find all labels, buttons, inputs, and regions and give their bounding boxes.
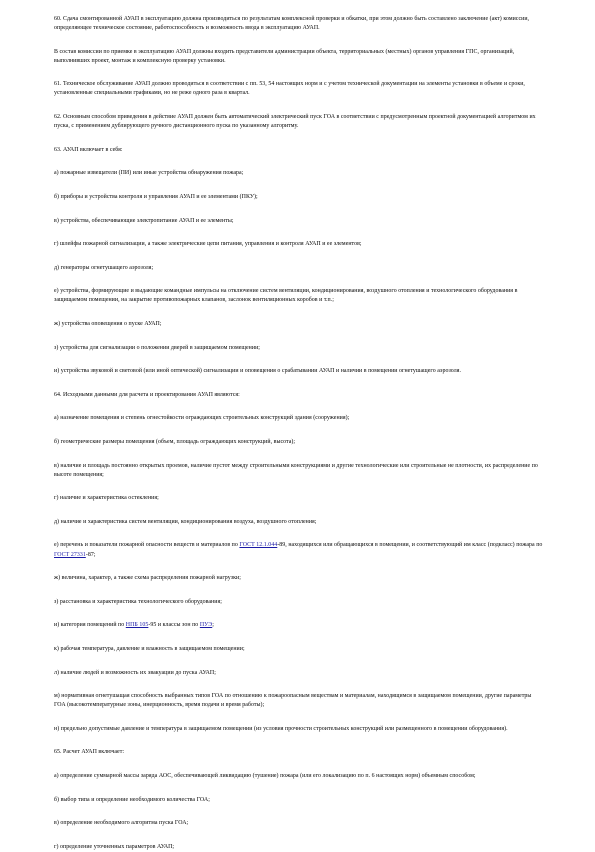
paragraph-text: е) устройства, формирующие и выдающие командные импульсы на отключение систем вентиляции, кондиционирования, воздушного отопления и технологического оборудования в защищаемом помещении, на закрытие противопожарных клапанов, заслонок вентиляционных коробов и т.п.; xyxy=(54,288,518,304)
paragraph-32 xyxy=(54,843,543,852)
paragraph-text: л) наличие людей и возможность их эвакуации до пуска АУАП; xyxy=(54,669,216,676)
paragraph-6 xyxy=(54,193,543,202)
paragraph-29 xyxy=(54,772,543,781)
paragraph-text: в) устройства, обеспечивающие электропитание АУАП и ее элементы; xyxy=(54,217,234,224)
paragraph-16 xyxy=(54,438,543,447)
paragraph-text: а) определение суммарной массы заряда АОС, обеспечивающей ликвидацию (тушение) пожара (или его локализацию по п. 6 настоящих норм) объемным способом; xyxy=(54,772,476,779)
paragraph-text: з) расстановка и характеристика технологического оборудования; xyxy=(54,598,222,605)
paragraph-text: В состав комиссии по приемке в эксплуатацию АУАП должны входить представители администрации объекта, территориальных (местных) органов управления ГПС, организаций, выполнивших проект, монтаж и комплексную проверку установки. xyxy=(54,48,515,64)
paragraph-22 xyxy=(54,598,543,607)
paragraph-text: 65. Расчет АУАП включает: xyxy=(54,749,125,756)
paragraph-text: 63. АУАП включает в себя: xyxy=(54,146,123,153)
paragraph-11 xyxy=(54,320,543,329)
paragraph-10 xyxy=(54,287,543,305)
paragraph-1 xyxy=(54,48,543,66)
paragraph-text: а) пожарные извещатели (ПИ) или иные устройства обнаружения пожара; xyxy=(54,170,244,177)
paragraph-text: б) выбор типа и определение необходимого количества ГОА; xyxy=(54,796,210,803)
paragraph-text: б) приборы и устройства контроля и управления АУАП и ее элементами (ПКУ); xyxy=(54,193,258,200)
paragraph-12 xyxy=(54,344,543,353)
paragraph-4 xyxy=(54,146,543,155)
paragraph-text: г) шлейфы пожарной сигнализации, а также электрические цепи питания, управления и контроля АУАП и ее элементов; xyxy=(54,241,362,248)
paragraph-text: 62. Основным способом приведения в действие АУАП должен быть автоматический электрический пуск ГОА в соответствии с предусмотренным проектной документацией алгоритмом их пуска, с применением дублирующего ручного дистанционного пуска по указанному алгоритму. xyxy=(54,114,536,130)
paragraph-text: д) генераторы огнетушащего аэрозоля; xyxy=(54,264,154,271)
paragraph-text: 60. Сдача смонтированной АУАП в эксплуатацию должна производиться по результатам комплексной проверки и обкатки, при этом должно быть составлено заключение (акт) комиссии, определяющее техническое состояние, работоспособность и возможность ввода в эксплуатацию АУАП. xyxy=(54,16,530,32)
paragraph-text: з) устройства для сигнализации о положении дверей в защищаемом помещении; xyxy=(54,344,260,351)
paragraph-text: д) наличие и характеристика систем вентиляции, кондиционирования воздуха, воздушного отопления; xyxy=(54,518,317,525)
paragraph-text: и) устройства звуковой и световой (или иной оптической) сигнализации и оповещения о срабатывании АУАП и наличии в помещении огнетушащего аэрозоля. xyxy=(54,368,461,375)
paragraph-5 xyxy=(54,169,543,178)
paragraph-28 xyxy=(54,748,543,757)
paragraph-text: 61. Техническое обслуживание АУАП должно проводиться в соответствии с пп. 53, 54 настоящих норм и с учетом технической документации на элементы установки в объеме и сроки, установленные специальными графиками, но не реже одного раза в квартал. xyxy=(54,81,525,97)
paragraph-text: в) наличие и площадь постоянно открытых проемов, наличие пустот между строительными конструкциями и другие технологические или строительные не плотности, их распределение по высоте помещения; xyxy=(54,462,538,478)
paragraph-21 xyxy=(54,574,543,583)
paragraph-text: ; xyxy=(212,622,214,629)
paragraph-0 xyxy=(54,15,543,33)
paragraph-31 xyxy=(54,819,543,828)
paragraph-text: м) нормативная огнетушащая способность выбранных типов ГОА по отношению к пожароопасным веществам и материалам, находящимся в защищаемом помещении, другие параметры ГОА (высокотемпературные зоны, инерционность, время подачи и время работы); xyxy=(54,693,532,709)
document-link[interactable]: ГОСТ 12.1.044 xyxy=(239,542,278,549)
paragraph-text: -87; xyxy=(85,551,96,558)
paragraph-30 xyxy=(54,796,543,805)
paragraph-text: -89, находящихся или обращающихся в помещении, и соответствующий им класс (подкласс) пожара по xyxy=(277,542,543,549)
paragraph-text: ж) величина, характер, а также схема распределения пожарной нагрузки; xyxy=(54,575,241,582)
paragraph-20 xyxy=(54,541,543,559)
paragraph-text: -95 и классы зон по xyxy=(148,622,200,629)
paragraph-text: н) предельно допустимые давление и температура в защищаемом помещении (из условия прочности строительных конструкций или размещенного в помещении оборудования). xyxy=(54,725,508,732)
paragraph-24 xyxy=(54,645,543,654)
paragraph-15 xyxy=(54,414,543,423)
paragraph-14 xyxy=(54,391,543,400)
paragraph-18 xyxy=(54,494,543,503)
paragraph-19 xyxy=(54,518,543,527)
paragraph-text: и) категория помещений по xyxy=(54,622,126,629)
paragraph-27 xyxy=(54,725,543,734)
paragraph-13 xyxy=(54,367,543,376)
paragraph-text: ж) устройства оповещения о пуске АУАП; xyxy=(54,321,162,327)
paragraph-17 xyxy=(54,462,543,480)
paragraph-text: е) перечень и показатели пожарной опасности веществ и материалов по xyxy=(54,542,240,549)
paragraph-25 xyxy=(54,669,543,678)
paragraph-text: б) геометрические размеры помещения (объем, площадь ограждающих конструкций, высота); xyxy=(54,438,296,445)
paragraph-2 xyxy=(54,80,543,98)
document-link[interactable]: НПБ 105 xyxy=(125,622,149,629)
paragraph-26 xyxy=(54,692,543,710)
document-link[interactable]: ПУЭ xyxy=(199,622,213,629)
paragraph-text: а) назначение помещения и степень огнестойкости ограждающих строительных конструкций здания (сооружения); xyxy=(54,415,350,422)
paragraph-9 xyxy=(54,264,543,273)
paragraph-text: к) рабочая температура, давление и влажность в защищаемом помещении; xyxy=(54,645,245,652)
paragraph-text: г) наличие и характеристика остекления; xyxy=(54,495,159,502)
paragraph-7 xyxy=(54,217,543,226)
paragraph-8 xyxy=(54,240,543,249)
paragraph-text: 64. Исходными данными для расчета и проектирования АУАП являются: xyxy=(54,391,240,398)
paragraph-3 xyxy=(54,113,543,131)
paragraph-text: в) определение необходимого алгоритма пуска ГОА; xyxy=(54,820,189,827)
document-link[interactable]: ГОСТ 27331 xyxy=(54,551,86,558)
paragraph-text: г) определение уточненных параметров АУАП; xyxy=(54,843,175,850)
paragraph-23 xyxy=(54,621,543,630)
